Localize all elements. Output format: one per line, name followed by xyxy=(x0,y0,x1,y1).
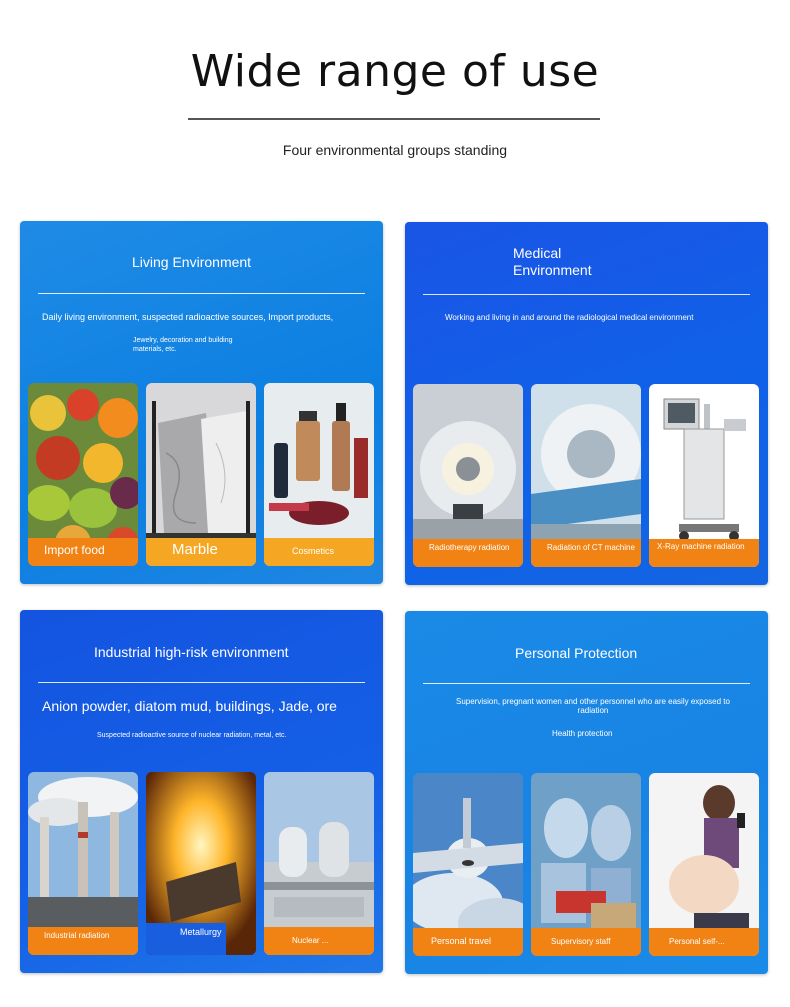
photo-label: X-Ray machine radiation xyxy=(649,539,759,567)
photo-label: Radiotherapy radiation xyxy=(413,539,523,567)
photo-industrial[interactable] xyxy=(28,772,138,955)
card-description: Daily living environment, suspected radioactive sources, Import products, xyxy=(42,312,334,322)
photo-nuclear[interactable] xyxy=(264,772,374,955)
photo-label: Cosmetics xyxy=(264,538,374,566)
photo-personal-travel[interactable] xyxy=(413,773,523,956)
card-medical-environment xyxy=(405,222,768,585)
card-divider xyxy=(423,683,750,684)
title-divider xyxy=(188,118,600,120)
page-title: Wide range of use xyxy=(190,46,600,97)
page-subtitle: Four environmental groups standing xyxy=(282,142,508,158)
photo-supervisory-staff[interactable] xyxy=(531,773,641,956)
card-title: Living Environment xyxy=(132,254,252,270)
card-personal-protection xyxy=(405,611,768,974)
photo-label: Supervisory staff xyxy=(531,928,641,956)
card-industrial-environment xyxy=(20,610,383,973)
photo-metallurgy[interactable] xyxy=(146,772,256,955)
card-divider xyxy=(38,682,365,683)
card-divider xyxy=(38,293,365,294)
photo-label: Marble xyxy=(146,538,256,566)
card-description-2: Health protection xyxy=(552,729,613,738)
photo-xray-machine[interactable] xyxy=(649,384,759,567)
photo-label: Industrial radiation xyxy=(28,927,138,955)
photo-label: Radiation of CT machine xyxy=(531,539,641,567)
photo-cosmetics[interactable] xyxy=(264,383,374,566)
photo-label: Import food xyxy=(28,538,138,566)
photo-ct-machine[interactable] xyxy=(531,384,641,567)
photo-label: Personal self-... xyxy=(649,928,759,956)
photo-marble[interactable] xyxy=(146,383,256,566)
card-description: Anion powder, diatom mud, buildings, Jade, ore xyxy=(42,698,337,714)
photo-label: Personal travel xyxy=(413,928,523,956)
card-title: Medical Environment xyxy=(513,245,592,278)
card-living-environment xyxy=(20,221,383,584)
card-divider xyxy=(423,294,750,295)
card-title: Personal Protection xyxy=(515,645,638,661)
photo-label: Nuclear ... xyxy=(264,927,374,955)
card-title: Industrial high-risk environment xyxy=(94,644,289,660)
photo-radiotherapy[interactable] xyxy=(413,384,523,567)
card-description-2: Jewelry, decoration and building materials, etc. xyxy=(133,337,233,353)
card-description: Working and living in and around the radiological medical environment xyxy=(445,313,694,322)
photo-label: Metallurgy xyxy=(146,923,226,955)
photo-import-food[interactable] xyxy=(28,383,138,566)
photo-pregnant-woman[interactable] xyxy=(649,773,759,956)
card-description: Supervision, pregnant women and other personnel who are easily exposed to radiation xyxy=(456,697,730,715)
card-description-2: Suspected radioactive source of nuclear radiation, metal, etc. xyxy=(97,732,287,739)
